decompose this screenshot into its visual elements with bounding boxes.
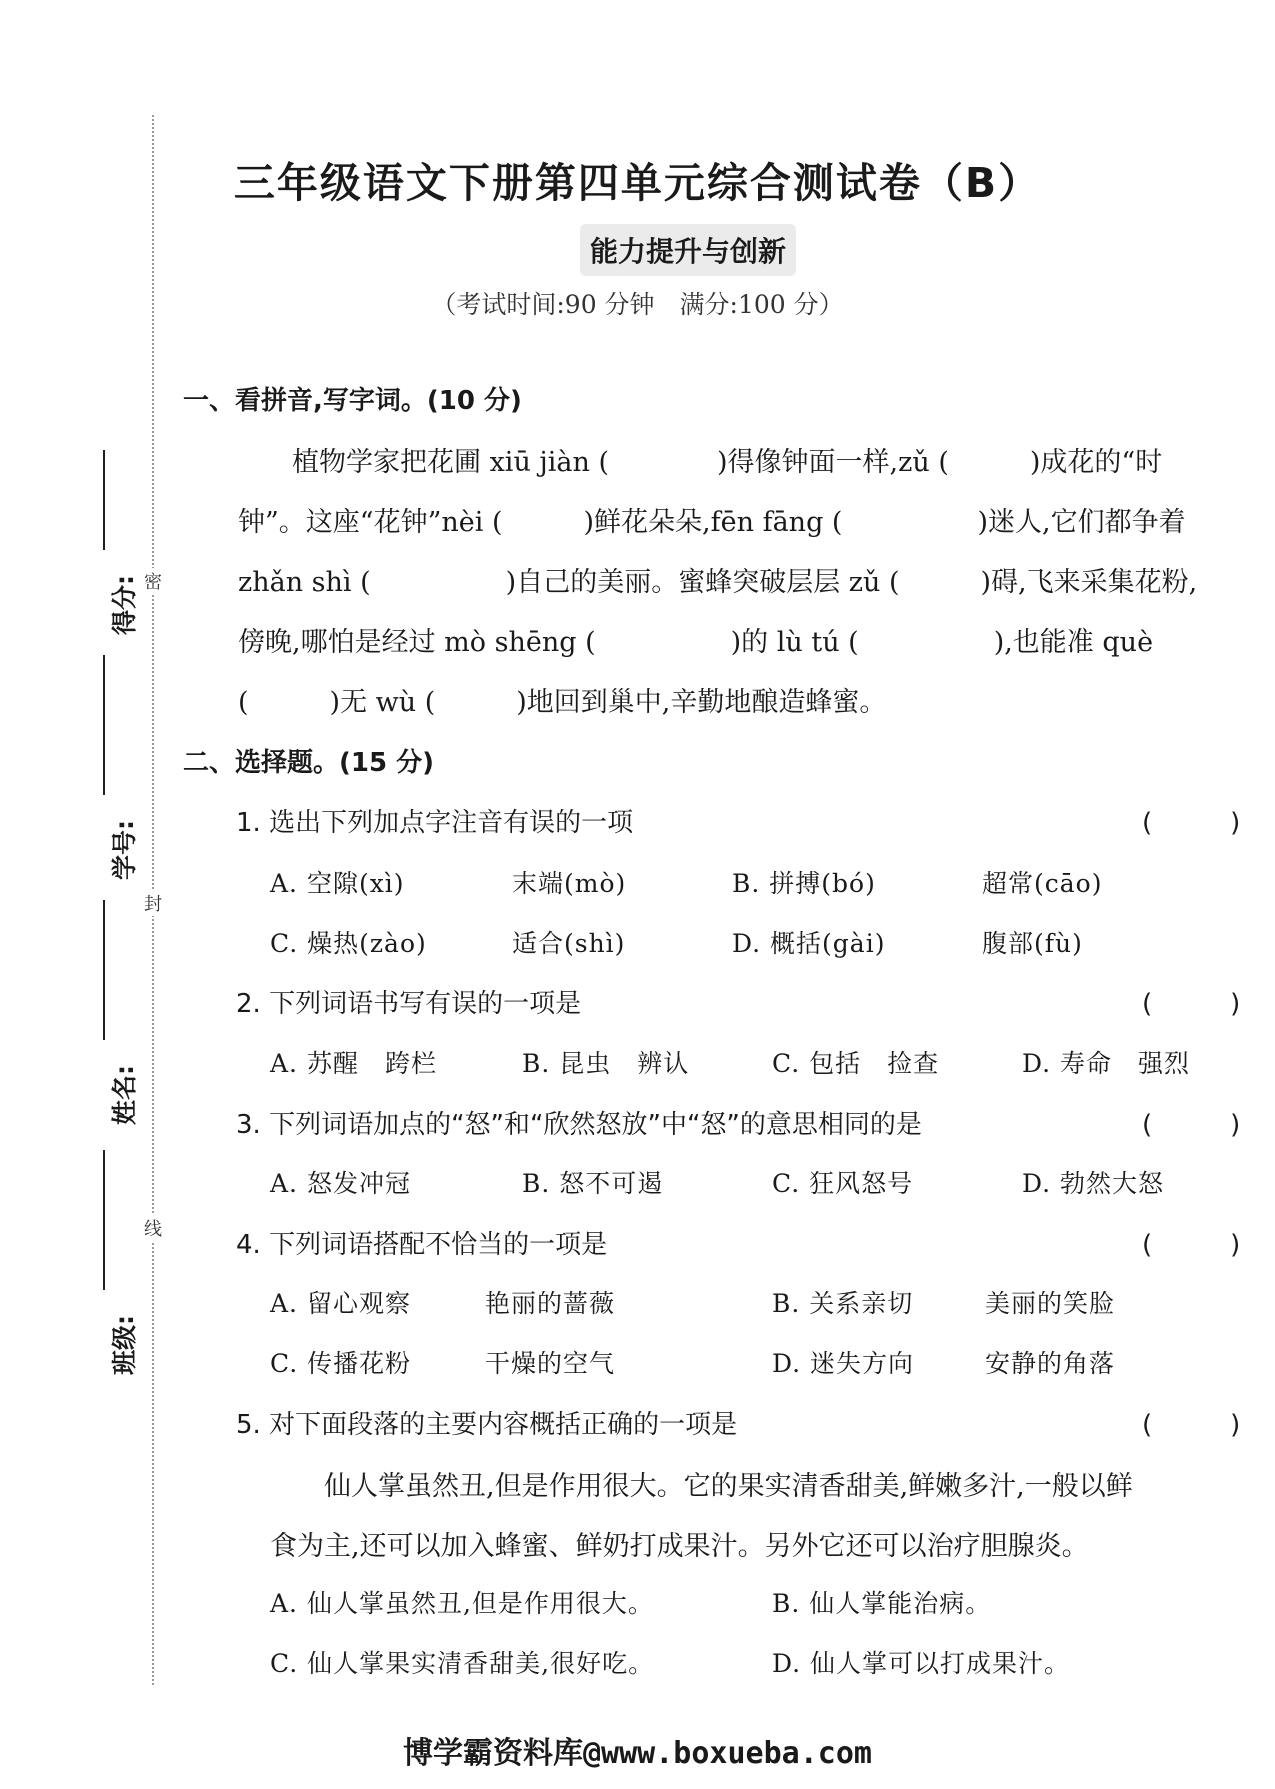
q1-stem: 1. 选出下列加点字注音有误的一项 [236, 808, 634, 838]
q5-option-c: C. 仙人掌果实清香甜美,很好吃。 [270, 1649, 655, 1678]
q1-answer-paren: ( ) [1142, 808, 1241, 838]
q5-passage-line-2: 食为主,还可以加入蜂蜜、鲜奶打成果汁。另外它还可以治疗胆腺炎。 [270, 1531, 1089, 1562]
q2-option-b: B. 昆虫 辨认 [522, 1049, 690, 1078]
q4-option-a2: 艳丽的蔷薇 [485, 1289, 616, 1318]
q2-option-d: D. 寿命 强烈 [1022, 1049, 1191, 1078]
q5-option-d: D. 仙人掌可以打成果汁。 [772, 1649, 1071, 1678]
q4-option-b2: 美丽的笑脸 [985, 1289, 1116, 1318]
q1-option-a1: A. 空隙(xì) [270, 869, 405, 898]
q4-option-c2: 干燥的空气 [485, 1349, 616, 1378]
name-label: 姓名: [110, 1065, 139, 1125]
q5-stem: 5. 对下面段落的主要内容概括正确的一项是 [236, 1410, 738, 1440]
q3-stem: 3. 下列词语加点的“怒”和“欣然怒放”中“怒”的意思相同的是 [236, 1110, 922, 1140]
q5-passage-line-1: 仙人掌虽然丑,但是作用很大。它的果实清香甜美,鲜嫩多汁,一般以鲜 [270, 1471, 1133, 1502]
q4-answer-paren: ( ) [1142, 1230, 1241, 1260]
footer-watermark: 博学霸资料库@www.boxueba.com [403, 1736, 872, 1771]
q4-stem: 4. 下列词语搭配不恰当的一项是 [236, 1230, 608, 1260]
q3-answer-paren: ( ) [1142, 1110, 1241, 1140]
q5-option-a: A. 仙人掌虽然丑,但是作用很大。 [270, 1589, 654, 1618]
q4-option-a1: A. 留心观察 [270, 1289, 411, 1318]
q5-answer-paren: ( ) [1142, 1410, 1241, 1440]
section1-line-3: zhǎn shì ( )自己的美丽。蜜蜂突破层层 zǔ ( )碍,飞来采集花粉, [238, 567, 1198, 598]
seal-char-xian: 线 [143, 1215, 163, 1241]
subtitle-badge: 能力提升与创新 [580, 224, 796, 276]
class-label: 班级: [110, 1315, 139, 1375]
q2-answer-paren: ( ) [1142, 989, 1241, 1019]
q1-option-c2: 适合(shì) [512, 929, 626, 958]
section1-line-2: 钟”。这座“花钟”nèi ( )鲜花朵朵,fēn fāng ( )迷人,它们都争着 [238, 507, 1186, 538]
section1-line-5: ( )无 wù ( )地回到巢中,辛勤地酿造蜂蜜。 [238, 687, 887, 718]
q2-option-a: A. 苏醒 跨栏 [270, 1049, 437, 1078]
page-title: 三年级语文下册第四单元综合测试卷（B） [233, 159, 1042, 207]
q3-option-a: A. 怒发冲冠 [270, 1169, 411, 1198]
q3-option-c: C. 狂风怒号 [772, 1169, 914, 1198]
exam-info: （考试时间:90 分钟 满分:100 分） [431, 290, 844, 319]
q1-option-d1: D. 概括(gài) [732, 929, 886, 958]
score-rule [103, 450, 105, 550]
section1-line-1: 植物学家把花圃 xiū jiàn ( )得像钟面一样,zǔ ( )成花的“时 [238, 447, 1163, 478]
q1-option-b2: 超常(cāo) [982, 869, 1103, 898]
q1-option-c1: C. 燥热(zào) [270, 929, 427, 958]
q1-option-d2: 腹部(fù) [982, 929, 1083, 958]
student-id-label: 学号: [110, 820, 139, 880]
q4-option-d1: D. 迷失方向 [772, 1349, 915, 1378]
q2-option-c: C. 包括 捡查 [772, 1049, 940, 1078]
q4-option-d2: 安静的角落 [985, 1349, 1116, 1378]
section1-line-4: 傍晚,哪怕是经过 mò shēng ( )的 lù tú ( ),也能准 què [238, 627, 1154, 658]
seal-char-mi: 密 [143, 568, 163, 594]
section2-heading: 二、选择题。(15 分) [183, 748, 434, 778]
student-id-rule [103, 655, 105, 795]
q3-option-d: D. 勃然大怒 [1022, 1169, 1165, 1198]
score-label: 得分: [110, 575, 139, 635]
q4-option-c1: C. 传播花粉 [270, 1349, 412, 1378]
q2-stem: 2. 下列词语书写有误的一项是 [236, 989, 582, 1019]
q1-option-b1: B. 拼搏(bó) [732, 869, 876, 898]
seal-char-feng: 封 [143, 890, 163, 916]
q5-option-b: B. 仙人掌能治病。 [772, 1589, 992, 1618]
name-rule [103, 900, 105, 1040]
section1-heading: 一、看拼音,写字词。(10 分) [183, 386, 522, 416]
q3-option-b: B. 怒不可遏 [522, 1169, 664, 1198]
class-rule [103, 1150, 105, 1290]
q1-option-a2: 末端(mò) [512, 869, 627, 898]
q4-option-b1: B. 关系亲切 [772, 1289, 914, 1318]
